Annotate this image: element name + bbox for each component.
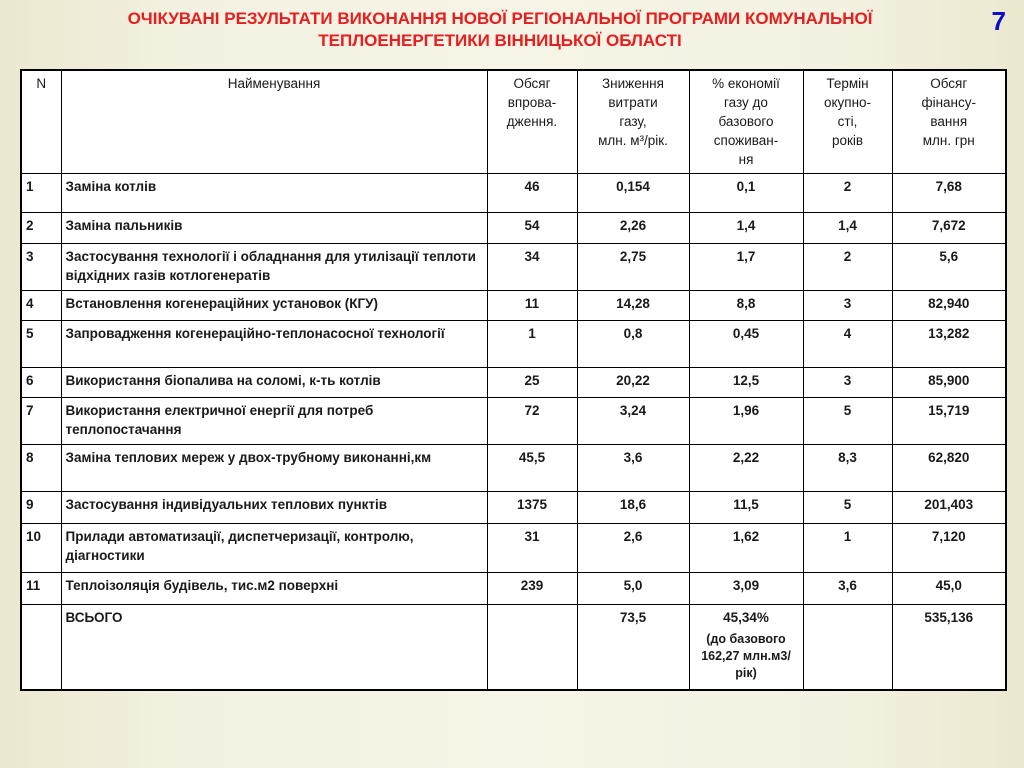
slide-title-line-1: ОЧІКУВАНІ РЕЗУЛЬТАТИ ВИКОНАННЯ НОВОЇ РЕГІОНАЛЬНОЇ ПРОГРАМИ КОМУНАЛЬНОЇ (127, 9, 873, 28)
total-gas-saving (689, 604, 803, 690)
header-gas-saving: % економії газу до базового споживан- ня (689, 70, 803, 173)
row-gas-reduction: 3,24 (577, 397, 689, 444)
row-number: 11 (21, 572, 61, 604)
table-row (21, 243, 1006, 290)
row-gas-saving: 8,8 (689, 290, 803, 320)
row-payback: 1 (803, 523, 892, 572)
row-payback: 1,4 (803, 212, 892, 243)
row-number: 8 (21, 444, 61, 491)
row-financing: 15,719 (892, 397, 1006, 444)
row-payback: 2 (803, 173, 892, 212)
row-number: 3 (21, 243, 61, 290)
table-row (21, 444, 1006, 491)
total-gas-saving-value: 45,34% (723, 609, 769, 625)
row-gas-saving: 1,7 (689, 243, 803, 290)
row-gas-saving: 3,09 (689, 572, 803, 604)
row-volume: 34 (487, 243, 577, 290)
row-volume: 45,5 (487, 444, 577, 491)
row-gas-reduction: 3,6 (577, 444, 689, 491)
row-gas-saving: 0,45 (689, 320, 803, 367)
total-number (21, 604, 61, 690)
row-gas-reduction: 5,0 (577, 572, 689, 604)
row-number: 5 (21, 320, 61, 367)
row-payback: 5 (803, 397, 892, 444)
row-volume: 11 (487, 290, 577, 320)
row-payback: 3 (803, 367, 892, 397)
row-volume: 46 (487, 173, 577, 212)
row-payback: 4 (803, 320, 892, 367)
row-number: 2 (21, 212, 61, 243)
row-gas-reduction: 2,6 (577, 523, 689, 572)
total-label: ВСЬОГО (61, 604, 487, 690)
table-row (21, 491, 1006, 523)
table-row (21, 523, 1006, 572)
row-financing: 7,120 (892, 523, 1006, 572)
row-financing: 85,900 (892, 367, 1006, 397)
row-financing: 13,282 (892, 320, 1006, 367)
row-gas-reduction: 2,26 (577, 212, 689, 243)
results-table (20, 69, 1007, 691)
row-gas-saving: 11,5 (689, 491, 803, 523)
header-gas-reduction: Зниження витрати газу, млн. м³/рік. (577, 70, 689, 173)
row-volume: 54 (487, 212, 577, 243)
table-row (21, 397, 1006, 444)
row-gas-reduction: 18,6 (577, 491, 689, 523)
row-name: Теплоізоляція будівель, тис.м2 поверхні (61, 572, 487, 604)
row-volume: 239 (487, 572, 577, 604)
row-gas-saving: 12,5 (689, 367, 803, 397)
row-financing: 82,940 (892, 290, 1006, 320)
row-name: Заміна котлів (61, 173, 487, 212)
header-volume: Обсяг впрова- дження. (487, 70, 577, 173)
row-payback: 2 (803, 243, 892, 290)
row-number: 9 (21, 491, 61, 523)
row-name: Використання біопалива на соломі, к-ть котлів (61, 367, 487, 397)
row-gas-reduction: 2,75 (577, 243, 689, 290)
row-financing: 7,672 (892, 212, 1006, 243)
header-financing: Обсяг фінансу- вання млн. грн (892, 70, 1006, 173)
table-row (21, 320, 1006, 367)
row-financing: 5,6 (892, 243, 1006, 290)
row-name: Заміна пальників (61, 212, 487, 243)
total-financing: 535,136 (892, 604, 1006, 690)
row-volume: 72 (487, 397, 577, 444)
row-name: Застосування індивідуальних теплових пунктів (61, 491, 487, 523)
row-gas-reduction: 20,22 (577, 367, 689, 397)
row-gas-reduction: 0,8 (577, 320, 689, 367)
row-name: Використання електричної енергії для потреб теплопостачання (61, 397, 487, 444)
table-row (21, 212, 1006, 243)
page-number: 7 (991, 6, 1006, 36)
row-gas-saving: 2,22 (689, 444, 803, 491)
row-number: 10 (21, 523, 61, 572)
row-gas-saving: 1,4 (689, 212, 803, 243)
row-volume: 1375 (487, 491, 577, 523)
row-payback: 3 (803, 290, 892, 320)
table-row (21, 290, 1006, 320)
header-name: Найменування (61, 70, 487, 173)
total-gas-reduction: 73,5 (577, 604, 689, 690)
row-volume: 25 (487, 367, 577, 397)
row-gas-reduction: 0,154 (577, 173, 689, 212)
row-name: Прилади автоматизації, диспетчеризації, контролю, діагностики (61, 523, 487, 572)
row-gas-reduction: 14,28 (577, 290, 689, 320)
row-name: Застосування технології і обладнання для утилізації теплоти відхідних газів котлогенератів (61, 243, 487, 290)
total-gas-saving-note: (до базового 162,27 млн.м3/рік) (701, 631, 791, 680)
row-financing: 62,820 (892, 444, 1006, 491)
row-payback: 8,3 (803, 444, 892, 491)
row-payback: 3,6 (803, 572, 892, 604)
table-header-row (21, 70, 1006, 173)
total-volume (487, 604, 577, 690)
total-payback (803, 604, 892, 690)
row-financing: 45,0 (892, 572, 1006, 604)
row-name: Заміна теплових мереж у двох-трубному виконанні,км (61, 444, 487, 491)
row-name: Встановлення когенераційних установок (КГУ) (61, 290, 487, 320)
row-volume: 31 (487, 523, 577, 572)
row-gas-saving: 1,96 (689, 397, 803, 444)
row-gas-saving: 1,62 (689, 523, 803, 572)
slide-title (40, 8, 960, 52)
row-number: 6 (21, 367, 61, 397)
row-payback: 5 (803, 491, 892, 523)
row-financing: 7,68 (892, 173, 1006, 212)
row-number: 4 (21, 290, 61, 320)
slide-title-line-2: ТЕПЛОЕНЕРГЕТИКИ ВІННИЦЬКОЇ ОБЛАСТІ (318, 31, 682, 50)
row-gas-saving: 0,1 (689, 173, 803, 212)
header-n: N (21, 70, 61, 173)
row-number: 7 (21, 397, 61, 444)
row-number: 1 (21, 173, 61, 212)
table-row (21, 367, 1006, 397)
table-row (21, 572, 1006, 604)
total-row (21, 604, 1006, 690)
header-payback: Термін окупно- сті, років (803, 70, 892, 173)
row-financing: 201,403 (892, 491, 1006, 523)
row-name: Запровадження когенераційно-теплонасосної технології (61, 320, 487, 367)
row-volume: 1 (487, 320, 577, 367)
table-row (21, 173, 1006, 212)
